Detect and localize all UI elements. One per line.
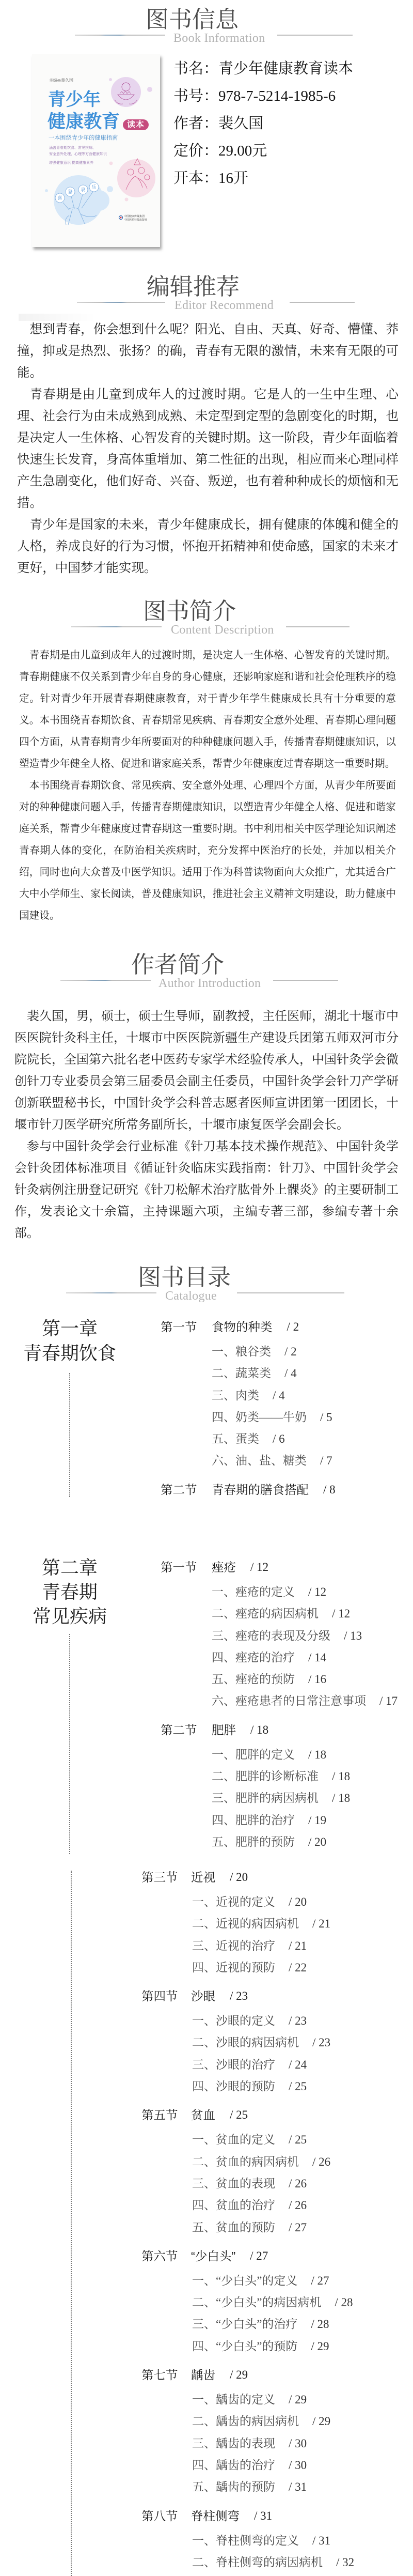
toc-section-number: 第一节 [161,1320,197,1334]
toc-item [161,1385,336,1407]
cover-publisher-line: 中国医药科技出版社 [124,219,148,222]
toc-item [141,1913,354,1935]
toc-page-number: / 13 [344,1629,362,1642]
toc-item-title: 二、“少白头”的病因病机 [192,2296,322,2309]
toc-section-title: 龋齿 [191,2368,215,2382]
toc-page-number: / 30 [289,2458,307,2472]
toc-item [141,2455,354,2476]
cover-badge: 读本 [123,119,149,130]
blue-bubble-illustration [45,175,113,225]
toc-section-title: 青春期的膳食搭配 [212,1483,309,1497]
section-subtitle: Content Description [171,623,274,637]
book-info-fields [173,55,353,192]
section-header-author-intro [0,953,413,994]
toc-item [161,1428,336,1450]
toc-item-title: 五、痤疮的预防 [212,1673,295,1686]
book-isbn-field [173,83,353,110]
field-value: 青少年健康教育读本 [218,60,354,77]
section-subtitle: Editor Recommend [174,299,274,312]
toc-item-title: 三、龋齿的表现 [192,2436,275,2450]
toc-page-number: / 18 [332,1792,351,1805]
toc-page-number: / 17 [379,1694,398,1708]
cover-desc-line: 涵盖青春期饮食、常见疾病、 [49,146,96,150]
toc-item-title: 一、痤疮的定义 [212,1585,295,1598]
toc-page-number: / 5 [320,1410,332,1424]
field-label: 开本： [173,170,219,187]
toc-section-row [161,1719,398,1741]
toc-page-number: / 7 [320,1454,332,1468]
header-divider-left [77,302,165,303]
header-divider-left [75,35,165,36]
toc-page-number: / 2 [284,1345,297,1358]
toc-item [141,2270,354,2292]
toc-item [141,2173,354,2195]
toc-section-row [141,2245,354,2267]
toc-item-title: 三、沙眼的治疗 [192,2058,275,2071]
toc-item [161,1787,398,1809]
toc-page-number: / 26 [289,2177,307,2190]
toc-item [141,2032,354,2054]
cover-title-line1: 青少年 [48,90,101,110]
toc-section-row [161,1556,398,1578]
section-subtitle: Catalogue [165,1289,217,1303]
toc-section-title: 食物的种类 [212,1320,273,1334]
cover-title-line2: 健康教育 [47,112,120,132]
toc-page-number: / 31 [289,2480,307,2494]
header-divider-left [60,980,151,981]
toc-page-number: / 29 [230,2368,248,2382]
toc-item-title: 三、“少白头”的治疗 [192,2318,298,2331]
toc-page-number: / 4 [273,1389,285,1402]
chapter-heading [13,1555,126,1628]
toc-item-title: 四、沙眼的预防 [192,2080,275,2093]
field-value: 裴久国 [218,115,264,132]
toc-page-number: / 27 [311,2274,329,2287]
toc-item-title: 五、贫血的预防 [192,2220,275,2234]
toc-item-title: 六、油、盐、糖类 [212,1454,307,1468]
toc-item-title: 三、肥胖的病因病机 [212,1792,319,1805]
toc-section-title: 痤疮 [212,1561,236,1574]
toc-item-title: 一、“少白头”的定义 [192,2274,298,2287]
toc-section-number: 第一节 [161,1561,197,1574]
toc-page-number: / 25 [289,2080,307,2093]
toc-item [161,1341,336,1363]
toc-item [141,2313,354,2335]
toc-section-number: 第二节 [161,1483,197,1497]
toc-item [141,1935,354,1957]
toc-section-row [161,1479,336,1501]
field-value: 16开 [218,170,249,187]
book-author-field [173,110,353,137]
toc-item [141,2476,354,2498]
toc-item [141,2217,354,2239]
section-header-content-description [0,599,413,641]
section-title: 作者简介 [131,951,225,978]
paragraph: 青春期是由儿童到成年人的过渡时期，是决定人一生体格、心智发育的关键时期。青春期健康不仅关系到青少年自身的身心健康，还影响家庭和谐和社会伦理秩序的稳定。针对青少年开展青春期健康教育，对于青少年学生健康成长具有十分重要的意义。本书围绕青春期饮食、青春期常见疾病、青春期安全意外处理、青春期心理问题四个方面，从青春期青少年所要面对的种种健康问题入手，传播青春期健康知识，以塑造青少年健全人格、促进和谐家庭关系，帮青少年健康度过青春期这一重要时期。 [19,650,396,769]
toc-item [141,2151,354,2173]
toc-item [161,1625,398,1647]
toc-item-title: 二、肥胖的诊断标准 [212,1770,319,1783]
toc-page-number: / 32 [336,2555,355,2569]
toc-page-number: / 26 [289,2199,307,2212]
toc-item [141,2054,354,2076]
paragraph: 青春期是由儿童到成年人的过渡时期。它是人的一生中生理、心理、社会行为由未成熟到成熟、未定型到定型的急剧变化的时期，也是决定人一生体格、心智发育的关键时期。这一阶段，青少年面临着快速生长发育，身高体重增加、第二性征的出现，相应而来心理同样产生急剧变化，他们好奇、兴奋、叛逆，也有着种种成长的烦恼和无措。 [17,388,399,510]
header-divider-right [277,35,353,36]
book-cover-image [32,54,160,247]
bubble-char: 哀 [81,187,86,192]
field-value: 978-7-5214-1985-6 [218,88,336,104]
toc-item-title: 四、奶类——牛奶 [212,1410,307,1424]
content-description-text [19,644,396,927]
toc-item [141,2336,354,2357]
toc-item-title: 五、龋齿的预防 [192,2480,275,2494]
toc-section-row [141,2505,354,2527]
toc-item [161,1831,398,1853]
toc-item [161,1647,398,1669]
toc-item-title: 二、龋齿的病因病机 [192,2415,299,2428]
toc-section-title: 沙眼 [191,1989,215,2003]
header-divider-right [286,626,350,627]
toc-page-number: / 12 [332,1607,351,1621]
toc-page-number: / 24 [289,2058,307,2071]
toc-item-title: 二、沙眼的病因病机 [192,2036,299,2049]
toc-page-number: / 30 [289,2436,307,2450]
toc-section-row [141,1867,354,1888]
toc-item-title: 二、痤疮的病因病机 [212,1607,319,1621]
section-subtitle: Author Introduction [158,977,261,990]
toc-item-title: 三、近视的治疗 [192,1939,275,1952]
toc-section-number: 第三节 [141,1871,178,1884]
toc-section-title: 贫血 [191,2108,215,2122]
toc-item [141,2010,354,2032]
bubble-char: 怒 [68,189,73,194]
toc-item [141,2552,354,2573]
header-divider-left [66,1292,156,1293]
toc-section-title: 脊柱侧弯 [191,2509,240,2523]
toc-item-title: 五、蛋类 [212,1432,259,1446]
toc-page-number: / 31 [254,2509,273,2522]
book-format-field [173,165,353,192]
toc-item-title: 二、蔬菜类 [212,1367,271,1380]
toc-section-number: 第七节 [141,2368,178,2382]
toc-page-number: / 18 [308,1748,327,1761]
toc-item-title: 一、粮谷类 [212,1345,271,1358]
toc-page-number: / 2 [287,1320,299,1333]
toc-item-title: 一、脊柱侧弯的定义 [192,2534,299,2547]
toc-item-title: 四、近视的预防 [192,1961,275,1974]
toc-item [141,2411,354,2432]
toc-page-number: / 20 [230,1871,248,1884]
lavender-bubble-illustration [109,77,152,107]
toc-item-title: 二、脊柱侧弯的病因病机 [192,2555,323,2569]
paragraph: 想到青春，你会想到什么呢？阳光、自由、天真、好奇、懵懂、莽撞，抑或是热烈、张扬？的确，青春有无限的激情，未来有无限的可能。 [17,322,399,380]
toc-item [141,2195,354,2216]
toc-page-number: / 29 [311,2339,329,2353]
toc-section-number: 第五节 [141,2108,178,2122]
bubble-char: 乐 [91,184,97,190]
chapter-title: 青春期 [41,1581,98,1602]
field-label: 书名： [173,60,219,77]
toc-page-number: / 21 [312,1917,331,1931]
toc-page-number: / 23 [312,2036,331,2049]
toc-item-title: 一、沙眼的定义 [192,2014,275,2028]
chapter-dotted-divider [69,1634,70,1854]
toc-item [141,2076,354,2097]
section-header-catalogue [0,1266,413,1307]
toc-item-title: 一、龋齿的定义 [192,2393,275,2407]
publisher-logo-icon [119,216,123,220]
cover-desc-line: 安全意外处理、心理等方面健康知识 [49,152,107,156]
section-subtitle: Book Information [173,32,265,45]
toc-item-title: 四、“少白头”的预防 [192,2339,298,2353]
header-divider-right [237,1292,344,1293]
toc-section-list [161,1316,336,1504]
toc-page-number: / 25 [230,2108,248,2122]
chapter-dotted-divider [69,1373,70,1497]
toc-page-number: / 20 [289,1895,307,1908]
paragraph: 本书围绕青春期饮食、常见疾病、安全意外处理、心理四个方面，从青少年所要面对的种种健康问题入手，传播青春期健康知识，以塑造青少年健全人格、促进和谐家庭关系，帮青少年健康度过青春期这一重要时期。书中利用相关中医学理论知识阐述青春期人体的变化，在防治相关疾病时，充分发挥中医治疗的长处，并加以相关介绍，同时也向大众普及中医学知识。适用于作为科普读物面向大众推广，尤其适合广大中小学师生、家长阅读，普及健康知识，推进社会主义精神文明建设，助力健康中国建设。 [19,780,396,921]
toc-item-title: 三、肉类 [212,1389,259,1402]
field-value: 29.00元 [218,143,267,159]
editor-recommend-text [17,319,399,579]
toc-item-title: 三、贫血的表现 [192,2177,275,2190]
section-title: 图书简介 [143,598,236,624]
toc-page-number: / 19 [308,1813,327,1827]
field-label: 书号： [173,88,219,104]
toc-section-list [141,1867,354,2573]
field-label: 定价： [173,143,219,159]
toc-item [161,1690,398,1712]
toc-item-title: 五、肥胖的预防 [212,1835,295,1848]
toc-page-number: / 6 [273,1432,285,1446]
toc-page-number: / 20 [308,1835,327,1848]
toc-page-number: / 12 [308,1585,327,1598]
toc-page-number: / 18 [332,1770,351,1783]
toc-section-number: 第四节 [141,1989,178,2003]
toc-item-title: 一、近视的定义 [192,1895,275,1908]
toc-page-number: / 18 [250,1723,269,1736]
bubble-char: 喜 [57,195,62,200]
toc-page-number: / 28 [311,2318,329,2331]
toc-item-title: 四、痤疮的治疗 [212,1651,295,1664]
toc-item [161,1407,336,1428]
toc-item [141,2292,354,2313]
chapter-number: 第二章 [41,1557,98,1578]
toc-item-title: 四、贫血的治疗 [192,2199,275,2212]
section-title: 图书信息 [146,6,239,33]
chapter-title: 常见疾病 [32,1606,107,1627]
paragraph: 裴久国，男，硕士，硕士生导师，副教授，主任医师，湖北十堰市中医医院针灸科主任，十堰市中医医院新疆生产建设兵团第五师双河市分院院长，全国第六批名老中医药专家学术经验传承人，中国针灸学会微创针刀专业委员会第三届委员会副主任委员，中国针灸学会针刀产学研创新联盟秘书长，中国针灸学会科普志愿者医师宣讲团第一团团长，十堰市针刀医学研究所常务副所长，十堰市康复医学会副会长。 [14,1010,399,1132]
section-title: 图书目录 [138,1264,231,1290]
toc-item [161,1450,336,1472]
chapter-title: 青春期饮食 [23,1343,116,1364]
toc-page-number: / 22 [289,1961,307,1974]
cover-publisher-line: 中国健康传媒集团 [124,215,145,218]
cover-desc-line: 增强健康意识 提高健康素养 [49,161,93,165]
header-divider-right [273,980,338,981]
toc-page-number: / 23 [289,2014,307,2028]
toc-item [141,2389,354,2411]
toc-page-number: / 12 [250,1561,269,1574]
header-divider-right [290,302,355,303]
toc-item-title: 三、痤疮的表现及分级 [212,1629,330,1642]
toc-page-number: / 26 [312,2155,331,2168]
toc-page-number: / 28 [335,2296,353,2309]
toc-page-number: / 31 [312,2534,331,2547]
toc-page-number: / 23 [230,1989,248,2003]
toc-item [141,2129,354,2151]
section-header-editor-recommend [0,275,413,316]
toc-item [161,1766,398,1787]
paragraph: 青少年是国家的未来，青少年健康成长，拥有健康的体魄和健全的人格，养成良好的行为习惯，怀抱开拓精神和使命感，国家的未来才更好，中国梦才能实现。 [17,518,399,575]
toc-item-title: 四、肥胖的治疗 [212,1813,295,1827]
toc-item [161,1363,336,1384]
toc-section-title: 肥胖 [212,1723,236,1737]
toc-page-number: / 14 [308,1651,327,1664]
toc-page-number: / 27 [250,2249,268,2262]
toc-section-row [141,1985,354,2007]
toc-section-number: 第二节 [161,1723,197,1737]
toc-page-number: / 16 [308,1673,327,1686]
toc-section-title: 近视 [191,1871,215,1884]
toc-item [141,2530,354,2552]
toc-item-title: 一、贫血的定义 [192,2133,275,2147]
toc-item [141,1891,354,1913]
section-header-book-info [0,8,413,49]
pink-bubble-illustration [109,159,156,202]
cover-tagline: 一本围绕青少年的健康指南 [49,135,118,141]
toc-item [141,2433,354,2455]
section-title: 编辑推荐 [147,273,240,300]
toc-page-number: / 27 [289,2220,307,2234]
toc-item-title: 二、近视的病因病机 [192,1917,299,1931]
toc-page-number: / 25 [289,2133,307,2147]
toc-item [161,1744,398,1766]
chapter-dotted-divider [71,1871,72,2576]
toc-page-number: / 29 [289,2393,307,2407]
toc-item-title: 四、龋齿的治疗 [192,2458,275,2472]
book-title-field [173,55,353,83]
chapter-heading [13,1316,126,1366]
toc-section-row [141,2104,354,2126]
field-label: 作者： [173,115,219,132]
toc-section-number: 第六节 [141,2249,178,2263]
toc-item-title: 六、痤疮患者的日常注意事项 [212,1694,366,1708]
toc-section-list [161,1556,398,1853]
toc-item [161,1810,398,1831]
book-price-field [173,137,353,165]
toc-item-title: 一、肥胖的定义 [212,1748,295,1761]
toc-item [141,1957,354,1979]
paragraph: 参与中国针灸学会行业标准《针刀基本技术操作规范》、中国针灸学会针灸团体标准项目《循证针灸临床实践指南：针刀》、中国针灸学会针灸病例注册登记研究《针刀松解术治疗肱骨外上髁炎》的主要研制工作，发表论文十余篇，主持课题六项，主编专著三部，参编专著十余部。 [14,1140,399,1240]
toc-page-number: / 29 [312,2415,331,2428]
toc-page-number: / 8 [323,1483,336,1496]
cover-editor-line: 主编◎裴久国 [49,78,73,83]
toc-section-row [141,2364,354,2386]
chapter-number: 第一章 [41,1318,98,1339]
toc-item [161,1603,398,1625]
toc-section-title: “少白头” [191,2249,236,2263]
toc-section-row [161,1316,336,1338]
toc-section-number: 第八节 [141,2509,178,2523]
author-intro-text [14,1006,399,1244]
toc-page-number: / 4 [284,1367,297,1380]
toc-page-number: / 21 [289,1939,307,1952]
header-divider-left [71,626,162,627]
toc-item [161,1669,398,1690]
toc-item-title: 二、贫血的病因病机 [192,2155,299,2168]
toc-item [161,1581,398,1603]
